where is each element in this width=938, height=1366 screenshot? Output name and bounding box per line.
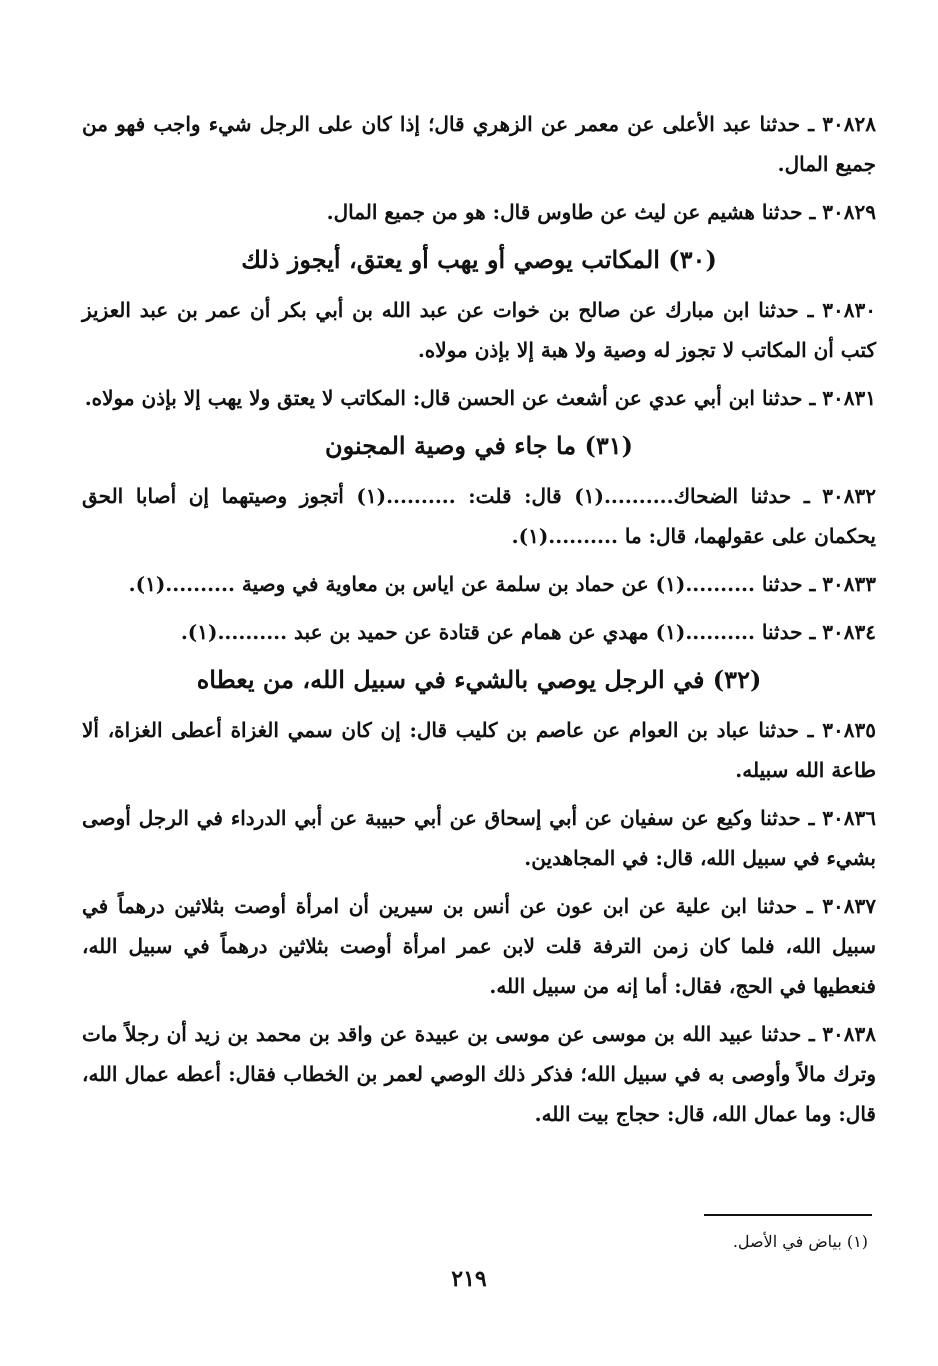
hadith-entry: [82, 476, 876, 556]
hadith-entry: [82, 710, 876, 790]
entry-number: ٣٠٨٣١: [822, 386, 876, 410]
section-heading: (٣١) ما جاء في وصية المجنون: [324, 431, 634, 460]
entry-text: ـ حدثنا ابن علية عن ابن عون عن أنس بن سيرين أن امرأة أوصت بثلاثين درهماً في سبيل الله، فلما كان زمن الترفة قلت لابن عمر امرأة أوصت بثلاثين درهماً في سبيل الله، فنعطيها في الحج، فقال: أما إنه من سبيل الله.: [82, 894, 876, 998]
entry-text: ـ حدثنا ..........(١) عن حماد بن سلمة عن اياس بن معاوية في وصية ..........(١).: [128, 572, 823, 596]
hadith-entry: [82, 612, 876, 652]
entry-number: ٣٠٨٣٧: [822, 894, 876, 918]
hadith-entry: [82, 104, 876, 184]
entry-number: ٣٠٨٣٢: [822, 484, 876, 508]
entry-text: ـ حدثنا عباد بن العوام عن عاصم بن كليب قال: إن كان سمي الغزاة أعطى الغزاة، ألا طاعة الله سبيله.: [82, 718, 876, 782]
hadith-entry: [82, 886, 876, 1006]
footnote-divider: [704, 1214, 872, 1216]
hadith-entry: [82, 192, 876, 232]
hadith-entry: [82, 290, 876, 370]
entry-text: ـ حدثنا عبيد الله بن موسى عن موسى بن عبيدة عن واقد بن محمد بن زيد أن رجلاً مات وترك مالاً وأوصى به في سبيل الله؛ فذكر ذلك الوصي لعمر بن الخطاب فقال: أعطه عمال الله، قال: وما عمال الله، قال: حجاج بيت الله.: [82, 1022, 876, 1126]
entry-number: ٣٠٨٣٣: [822, 572, 876, 596]
entry-text: ـ حدثنا ابن أبي عدي عن أشعث عن الحسن قال: المكاتب لا يعتق ولا يهب إلا بإذن مولاه.: [84, 386, 823, 410]
hadith-entry: [82, 798, 876, 878]
entry-number: ٣٠٨٢٨: [822, 112, 876, 136]
footnote: (١) بياض في الأصل.: [732, 1232, 868, 1251]
entry-text: ـ حدثنا هشيم عن ليث عن طاوس قال: هو من جميع المال.: [326, 200, 823, 224]
entry-number: ٣٠٨٢٩: [822, 200, 876, 224]
page-number: ٢١٩: [451, 1266, 487, 1292]
entry-text: ـ حدثنا الضحاك..........(١) قال: قلت: ..........(١) أتجوز وصيتهما إن أصابا الحق يحكمان على عقولهما، قال: ما ..........(١).: [82, 484, 876, 548]
hadith-entry: [82, 564, 876, 604]
entry-text: ـ حدثنا عبد الأعلى عن معمر عن الزهري قال؛ إذا كان على الرجل شيء واجب فهو من جميع المال.: [82, 112, 876, 176]
entry-text: ـ حدثنا وكيع عن سفيان عن أبي إسحاق عن أبي حبيبة عن أبي الدرداء في الرجل أوصى بشيء في سبيل الله، قال: في المجاهدين.: [82, 806, 876, 870]
entry-text: ـ حدثنا ابن مبارك عن صالح بن خوات عن عبد الله بن أبي بكر أن عمر بن عبد العزيز كتب أن المكاتب لا تجوز له وصية ولا هبة إلا بإذن مولاه.: [82, 298, 876, 362]
entry-number: ٣٠٨٣٦: [822, 806, 876, 830]
text-body: [82, 104, 876, 1134]
entry-number: ٣٠٨٣٤: [822, 620, 876, 644]
hadith-entry: [82, 378, 876, 418]
entry-number: ٣٠٨٣٥: [822, 718, 876, 742]
entry-text: ـ حدثنا ..........(١) مهدي عن همام عن قتادة عن حميد بن عبد ..........(١).: [180, 620, 823, 644]
hadith-entry: [82, 1014, 876, 1134]
entry-number: ٣٠٨٣٠: [822, 298, 876, 322]
section-heading: (٣٠) المكاتب يوصي أو يهب أو يعتق، أيجوز ذلك: [241, 245, 717, 274]
entry-number: ٣٠٨٣٨: [822, 1022, 876, 1046]
section-heading: (٣٢) في الرجل يوصي بالشيء في سبيل الله، من يعطاه: [196, 665, 762, 694]
